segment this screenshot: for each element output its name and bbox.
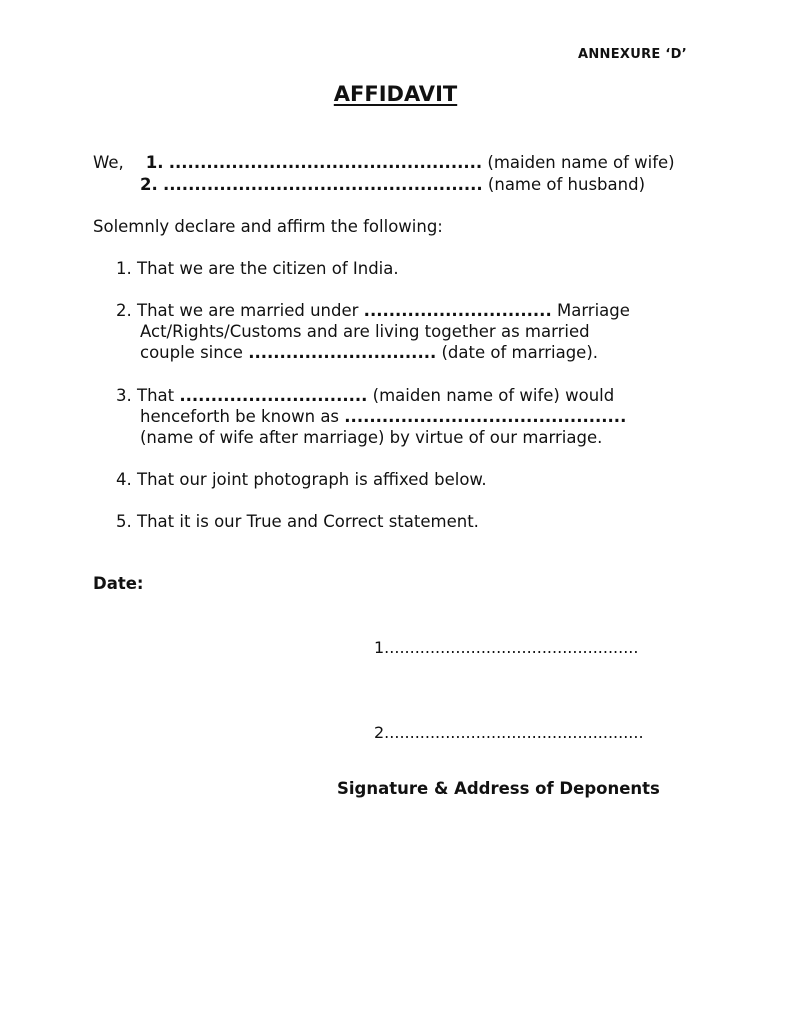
date-label: Date:: [93, 574, 144, 593]
item-text: henceforth be known as: [140, 407, 340, 426]
signature-line-2: 2...................................................: [374, 723, 644, 742]
item-text: couple since: [140, 343, 243, 362]
new-name-blank: .............................................: [344, 407, 627, 426]
item-number: 5.: [116, 512, 132, 531]
list-item-1: [116, 258, 399, 279]
list-item-2-line-2: Act/Rights/Customs and are living together as married: [140, 322, 590, 341]
wife-name-note: (maiden name of wife): [487, 153, 675, 172]
item-text: That: [137, 386, 175, 405]
marriage-act-blank: ..............................: [363, 301, 552, 320]
husband-name-blank: ...................................................: [163, 175, 483, 194]
intro-statement: Solemnly declare and affirm the following:: [93, 217, 443, 236]
list-item-5: [116, 511, 479, 532]
item-text: That we are the citizen of India.: [137, 259, 399, 278]
annexure-label: ANNEXURE ‘D’: [578, 47, 687, 62]
we-label: We,: [93, 153, 124, 172]
item-text: (maiden name of wife) would: [372, 386, 615, 405]
list-item-3-line-1: [116, 385, 614, 406]
item-number: 2.: [116, 301, 132, 320]
list-item-4: [116, 469, 487, 490]
signature-line-1: 1..................................................: [374, 638, 639, 657]
item-number: 1.: [116, 259, 132, 278]
list-item-2-line-3: [140, 342, 598, 363]
item-text: (date of marriage).: [441, 343, 599, 362]
item-text: That it is our True and Correct statement.: [137, 512, 479, 531]
item-number: 3.: [116, 386, 132, 405]
wife-number: 1.: [145, 153, 164, 172]
item-text: Marriage: [556, 301, 630, 320]
husband-number: 2.: [140, 175, 158, 194]
document-title: AFFIDAVIT: [333, 82, 458, 106]
item-text: That our joint photograph is affixed below.: [137, 470, 487, 489]
wife-name-blank: ..................................................: [168, 153, 483, 172]
deponent-line-husband: [140, 174, 645, 195]
list-item-3-line-2: [140, 406, 626, 427]
marriage-date-blank: ..............................: [248, 343, 437, 362]
list-item-3-line-3: (name of wife after marriage) by virtue of our marriage.: [140, 428, 603, 447]
item-text: That we are married under: [137, 301, 359, 320]
maiden-name-blank: ..............................: [179, 386, 368, 405]
signature-caption: Signature & Address of Deponents: [337, 779, 660, 798]
husband-name-note: (name of husband): [487, 175, 646, 194]
deponent-line-wife: [93, 152, 675, 173]
list-item-2-line-1: [116, 300, 630, 321]
item-number: 4.: [116, 470, 132, 489]
